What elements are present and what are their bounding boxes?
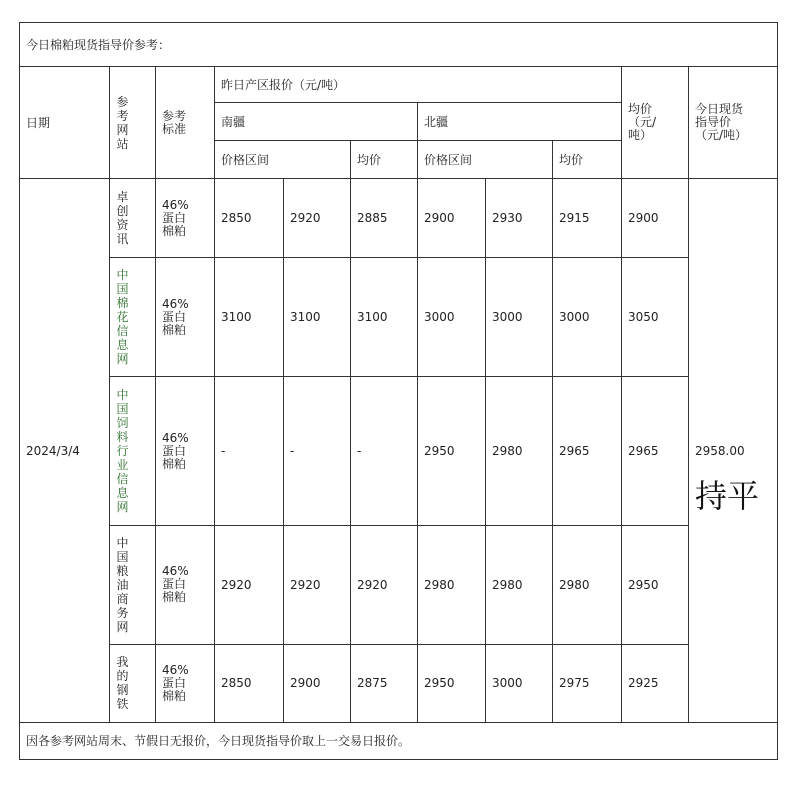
north-avg: 3000	[553, 258, 622, 377]
date-value: 2024/3/4	[20, 179, 110, 723]
header-south: 南疆	[215, 103, 418, 141]
south-avg: -	[351, 377, 418, 525]
header-avg: 均价（元/吨）	[628, 102, 657, 143]
header-yesterday-quote: 昨日产区报价（元/吨）	[215, 67, 622, 103]
north-low: 3000	[418, 258, 486, 377]
south-low: 2920	[215, 525, 284, 644]
header-site: 参考网站	[116, 94, 129, 151]
header-standard-cell	[156, 67, 215, 179]
row-avg: 3050	[622, 258, 689, 377]
north-low: 2980	[418, 525, 486, 644]
header-south-range: 价格区间	[215, 141, 351, 179]
north-high: 3000	[486, 258, 553, 377]
south-avg: 2875	[351, 644, 418, 722]
header-date: 日期	[20, 67, 110, 179]
site-cell	[110, 377, 156, 525]
row-avg: 2925	[622, 644, 689, 722]
site-cell	[110, 258, 156, 377]
header-north-range: 价格区间	[418, 141, 553, 179]
south-high: -	[284, 377, 351, 525]
table-row	[20, 258, 778, 377]
standard-cell	[156, 525, 215, 644]
header-standard: 参考标准	[162, 108, 187, 136]
south-avg: 3100	[351, 258, 418, 377]
north-low: 2950	[418, 644, 486, 722]
standard-value: 46%蛋白棉粕	[162, 197, 189, 238]
header-north-avg: 均价	[553, 141, 622, 179]
table-row	[20, 525, 778, 644]
standard-cell	[156, 179, 215, 258]
site-name: 卓创资讯	[116, 190, 129, 247]
south-high: 2900	[284, 644, 351, 722]
table-row	[20, 644, 778, 722]
site-name: 我的钢铁	[116, 655, 129, 712]
table-row	[20, 377, 778, 525]
south-low: 2850	[215, 179, 284, 258]
guide-price-cell	[689, 179, 778, 723]
table-title: 今日棉粕现货指导价参考：	[20, 23, 778, 67]
north-avg: 2980	[553, 525, 622, 644]
south-high: 3100	[284, 258, 351, 377]
row-avg: 2965	[622, 377, 689, 525]
site-name: 中国粮油商务网	[116, 535, 129, 634]
south-low: 3100	[215, 258, 284, 377]
header-avg-cell	[622, 67, 689, 179]
guide-price-value: 2958.00	[695, 443, 745, 458]
north-low: 2900	[418, 179, 486, 258]
site-cell	[110, 644, 156, 722]
header-guide: 今日现货指导价（元/吨）	[695, 102, 748, 143]
north-avg: 2965	[553, 377, 622, 525]
north-high: 2980	[486, 377, 553, 525]
footnote: 因各参考网站周末、节假日无报价，今日现货指导价取上一交易日报价。	[20, 722, 778, 759]
site-cell	[110, 525, 156, 644]
standard-value: 46%蛋白棉粕	[162, 296, 189, 337]
guide-status: 持平	[695, 477, 760, 516]
south-low: -	[215, 377, 284, 525]
south-avg: 2885	[351, 179, 418, 258]
header-site-cell	[110, 67, 156, 179]
price-table	[19, 22, 778, 760]
north-avg: 2915	[553, 179, 622, 258]
south-avg: 2920	[351, 525, 418, 644]
header-south-avg: 均价	[351, 141, 418, 179]
standard-cell	[156, 644, 215, 722]
standard-value: 46%蛋白棉粕	[162, 662, 189, 703]
north-avg: 2975	[553, 644, 622, 722]
north-high: 2980	[486, 525, 553, 644]
header-north: 北疆	[418, 103, 622, 141]
north-high: 2930	[486, 179, 553, 258]
row-avg: 2950	[622, 525, 689, 644]
standard-value: 46%蛋白棉粕	[162, 430, 189, 471]
table-row	[20, 179, 778, 258]
site-name: 中国饲料行业信息网	[116, 388, 129, 515]
standard-cell	[156, 258, 215, 377]
row-avg: 2900	[622, 179, 689, 258]
standard-value: 46%蛋白棉粕	[162, 564, 189, 605]
header-guide-cell	[689, 67, 778, 179]
site-name: 中国棉花信息网	[116, 268, 129, 367]
north-high: 3000	[486, 644, 553, 722]
standard-cell	[156, 377, 215, 525]
south-high: 2920	[284, 525, 351, 644]
south-high: 2920	[284, 179, 351, 258]
south-low: 2850	[215, 644, 284, 722]
site-cell	[110, 179, 156, 258]
north-low: 2950	[418, 377, 486, 525]
